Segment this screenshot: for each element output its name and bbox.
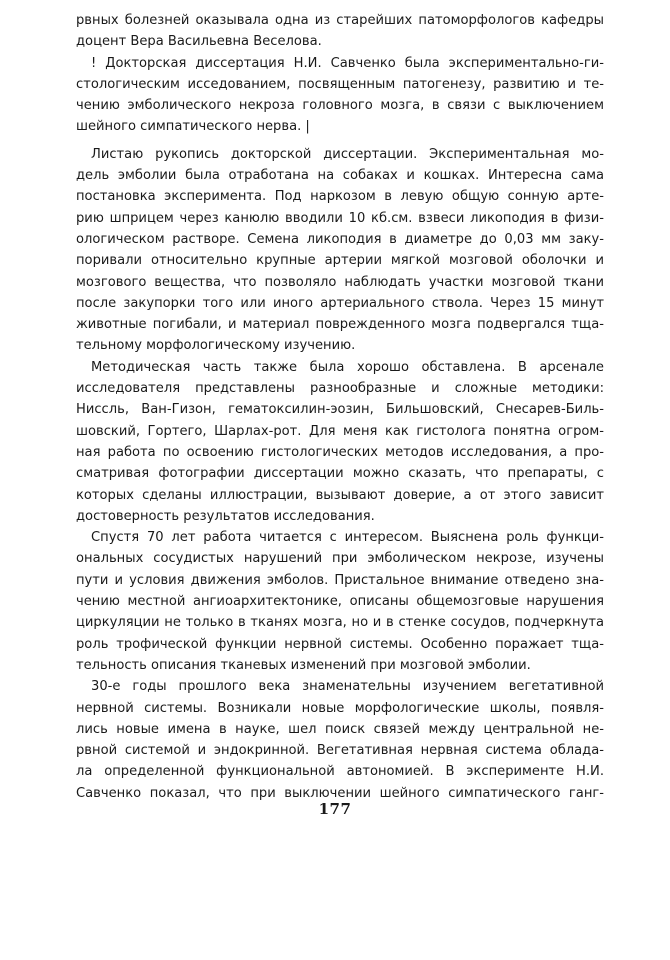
text-line: рвных болезней оказывала одна из старейших патоморфологов кафедры	[76, 13, 604, 28]
paragraph-2	[76, 53, 604, 138]
text-line: рвной системой и эндокринной. Вегетативная нервная система облада-	[76, 743, 604, 759]
text-line: Савченко показал, что при выключении шейного симпатического ганг-	[76, 785, 604, 801]
text-line: поривали относительно крупные артерии мягкой мозговой оболочки и	[76, 253, 604, 269]
text-line: 30-е годы прошлого века знаменательны изучением вегетативной	[91, 679, 604, 695]
text-line: Листаю рукопись докторской диссертации. Экспериментальная мо-	[91, 146, 604, 162]
text-line: которых сделаны иллюстрации, вызывают доверие, а от этого зависит	[76, 487, 604, 503]
paragraph-5	[76, 527, 604, 676]
paragraph-4	[76, 357, 604, 527]
text-line: ологическом растворе. Семена ликоподия в диаметре до 0,03 мм заку-	[76, 231, 604, 247]
text-line: роль трофической функции нервной системы. Особенно поражает тща-	[76, 636, 604, 652]
text-line: ональных сосудистых нарушений при эмболическом некрозе, изучены	[76, 551, 604, 567]
paragraph-1	[76, 10, 604, 53]
text-line: животные погибали, и материал поврежденного мозга подвергался тща-	[76, 317, 604, 333]
text-line: исследователя представлены разнообразные и сложные методики:	[76, 381, 604, 397]
text-line: тельность описания тканевых изменений при мозговой эмболии.	[76, 657, 531, 673]
text-line: ная работа по освоению гистологических методов исследования, а про-	[76, 444, 604, 460]
text-line: стологическим исседованием, посвященным патогенезу, развитию и те-	[76, 76, 604, 92]
text-line: мозгового вещества, что позволяло наблюдать участки мозговой ткани	[76, 274, 604, 290]
text-line: Методическая часть также была хорошо обставлена. В арсенале	[91, 359, 604, 375]
text-line: шовский, Гортего, Шарлах-рот. Для меня как гистолога понятна огром-	[76, 423, 604, 439]
text-line: шейного симпатического нерва. |	[76, 119, 310, 135]
text-line: пути и условия движения эмболов. Пристальное внимание отведено зна-	[76, 572, 604, 588]
body-text	[76, 10, 604, 804]
text-line: чению местной ангиоархитектонике, описаны общемозговые нарушения	[76, 594, 604, 610]
text-line: ! Докторская диссертация Н.И. Савченко была экспериментально-ги-	[91, 55, 604, 71]
text-line: чению эмболического некроза головного мозга, в связи с выключением	[76, 98, 604, 114]
text-line: доцент Вера Васильевна Веселова.	[76, 34, 322, 50]
text-line: постановка эксперимента. Под наркозом в левую общую сонную арте-	[76, 189, 604, 205]
text-line: Ниссль, Ван-Гизон, гематоксилин-эозин, Бильшовский, Снесарев-Биль-	[76, 402, 604, 418]
text-line: циркуляции не только в тканях мозга, но и в стенке сосудов, подчеркнута	[76, 615, 604, 631]
paragraph-3	[76, 144, 604, 357]
text-line: нервной системы. Возникали новые морфологические школы, появля-	[76, 700, 604, 716]
text-line: Спустя 70 лет работа читается с интересом. Выяснена роль функци-	[91, 530, 604, 546]
paragraph-6	[76, 676, 604, 804]
text-line: лись новые имена в науке, шел поиск связей между центральной не-	[76, 721, 604, 737]
page-number: 177	[318, 800, 352, 818]
text-line: тельному морфологическому изучению.	[76, 338, 356, 354]
text-line: рию шприцем через канюлю вводили 10 кб.см. взвеси ликоподия в физи-	[76, 210, 604, 226]
text-line: ла определенной функциональной автономией. В эксперименте Н.И.	[76, 764, 604, 780]
text-line: после закупорки того или иного артериального ствола. Через 15 минут	[76, 295, 604, 311]
text-line: достоверность результатов исследования.	[76, 508, 375, 524]
text-line: дель эмболии была отработана на собаках и кошках. Интересна сама	[76, 168, 604, 184]
text-line: сматривая фотографии диссертации можно сказать, что препараты, с	[76, 466, 604, 482]
